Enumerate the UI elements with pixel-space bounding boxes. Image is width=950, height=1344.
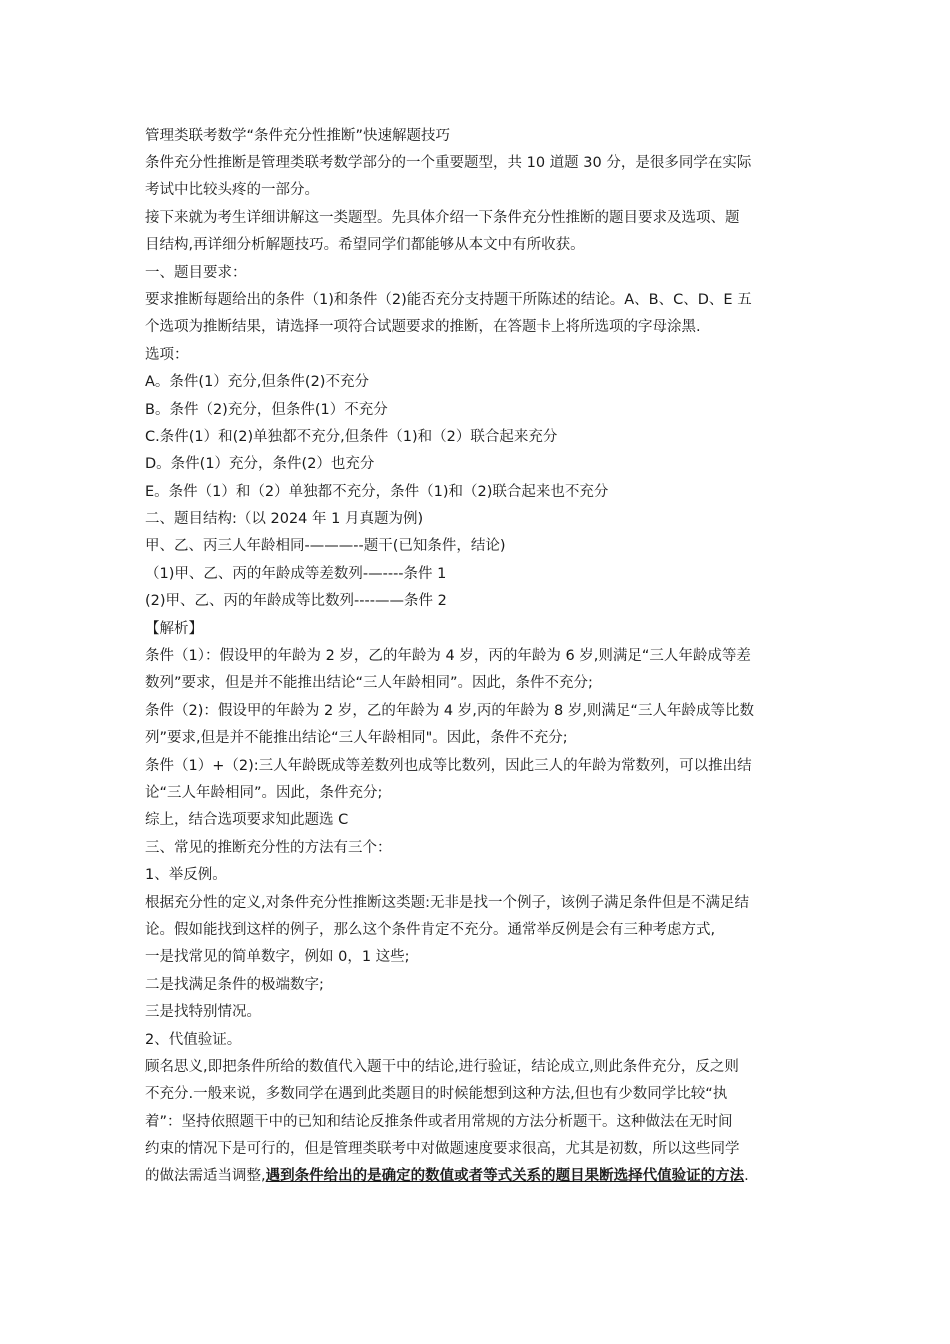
- document-title: 管理类联考数学“条件充分性推断”快速解题技巧: [145, 128, 451, 144]
- section1-heading: 一、题目要求：: [145, 264, 247, 281]
- section3-heading: 三、常见的推断充分性的方法有三个：: [145, 839, 392, 856]
- option-e: E。条件（1）和（2）单独都不充分，条件（1)和（2)联合起来也不充分: [145, 483, 609, 500]
- document-page: [145, 122, 810, 1191]
- method-2-line-2: 不充分.一般来说，多数同学在遇到此类题目的时候能想到这种方法,但也有少数同学比较“执: [145, 1086, 728, 1103]
- method-1-title: 1、举反例。: [145, 867, 227, 884]
- method-2-emphasis: 遇到条件给出的是确定的数值或者等式关系的题目果断选择代值验证的方法: [265, 1168, 745, 1185]
- method-2-line-3: 着”：坚持依照题干中的已知和结论反推条件或者用常规的方法分析题干。这种做法在无时间: [145, 1113, 733, 1130]
- option-d: D。条件(1）充分，条件(2）也充分: [145, 456, 375, 473]
- option-b: B。条件（2)充分，但条件(1）不充分: [145, 401, 388, 418]
- analysis-1-line-2: 数列”要求，但是并不能推出结论“三人年龄相同”。因此，条件不充分;: [145, 675, 593, 692]
- method-1-line-2: 论。假如能找到这样的例子，那么这个条件肯定不充分。通常举反例是会有三种考虑方式,: [145, 921, 716, 938]
- method-1-point-2: 二是找满足条件的极端数字;: [145, 976, 324, 993]
- analysis-2-line-2: 列”要求,但是并不能推出结论“三人年龄相同"。因此，条件不充分;: [145, 730, 568, 747]
- option-c: C.条件(1）和(2)单独都不充分,但条件（1)和（2）联合起来充分: [145, 428, 558, 445]
- requirement-line-1: 要求推断每题给出的条件（1)和条件（2)能否充分支持题干所陈述的结论。A、B、C、D、E 五: [145, 291, 752, 308]
- intro2-line-1: 接下来就为考生详细讲解这一类题型。先具体介绍一下条件充分性推断的题目要求及选项、题: [145, 209, 740, 226]
- method-2-line-5: [145, 1163, 810, 1190]
- condition-1: （1)甲、乙、丙的年龄成等差数列-—----条件 1: [145, 565, 447, 582]
- analysis-summary: 综上，结合选项要求知此题选 C: [145, 812, 349, 829]
- method-2-title: 2、代值验证。: [145, 1031, 242, 1048]
- method-2-line-1: 顾名思义,即把条件所给的数值代入题干中的结论,进行验证，结论成立,则此条件充分，反之则: [145, 1058, 739, 1075]
- section2-heading: 二、题目结构:（以 2024 年 1 月真题为例): [145, 511, 424, 528]
- method-2-line-4: 约束的情况下是可行的，但是管理类联考中对做题速度要求很高，尤其是初数，所以这些同学: [145, 1141, 740, 1158]
- intro2-line-2: 目结构,再详细分析解题技巧。希望同学们都能够从本文中有所收获。: [145, 237, 585, 254]
- options-label: 选项：: [145, 346, 189, 363]
- method-2-line-5-text: 的做法需适当调整,: [145, 1168, 266, 1185]
- method-1-point-1: 一是找常见的简单数字，例如 0，1 这些;: [145, 949, 410, 966]
- intro-line-1: 条件充分性推断是管理类联考数学部分的一个重要题型，共 10 道题 30 分，是很多同学在实际: [145, 155, 752, 171]
- intro-line-2: 考试中比较头疼的一部分。: [145, 182, 319, 199]
- method-1-point-3: 三是找特别情况。: [145, 1004, 261, 1021]
- analysis-label: 【解析】: [145, 620, 203, 637]
- option-a: A。条件(1）充分,但条件(2)不充分: [145, 374, 369, 391]
- method-2-line-5-end: .: [744, 1168, 749, 1185]
- analysis-2-line-1: 条件（2)：假设甲的年龄为 2 岁，乙的年龄为 4 岁,丙的年龄为 8 岁,则满足“三人年龄成等比数: [145, 702, 754, 719]
- analysis-3-line-1: 条件（1）+（2):三人年龄既成等差数列也成等比数列，因此三人的年龄为常数列，可以推出结: [145, 757, 752, 774]
- requirement-line-2: 个选项为推断结果，请选择一项符合试题要求的推断，在答题卡上将所选项的字母涂黑.: [145, 319, 701, 336]
- condition-2: (2)甲、乙、丙的年龄成等比数列----——条件 2: [145, 593, 447, 610]
- question-stem: 甲、乙、丙三人年龄相同-———--题干(已知条件，结论): [145, 538, 506, 555]
- analysis-1-line-1: 条件（1）：假设甲的年龄为 2 岁，乙的年龄为 4 岁，丙的年龄为 6 岁,则满足“三人年龄成等差: [145, 648, 751, 665]
- method-1-line-1: 根据充分性的定义,对条件充分性推断这类题:无非是找一个例子，该例子满足条件但是不满足结: [145, 894, 749, 911]
- analysis-3-line-2: 论“三人年龄相同”。因此，条件充分;: [145, 784, 383, 801]
